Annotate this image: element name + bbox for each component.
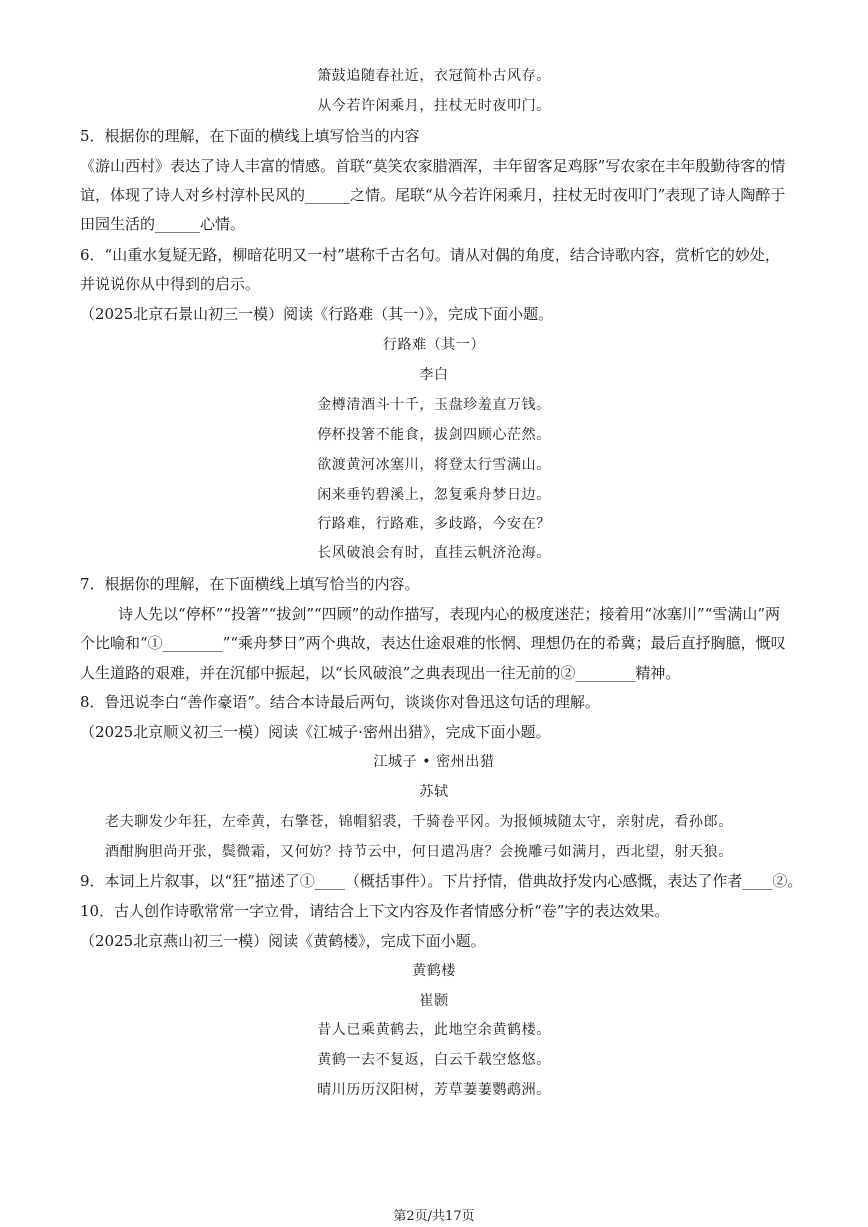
poem-title: 黄鹤楼	[412, 963, 456, 979]
question-6-cont: 并说说你从中得到的启示。	[80, 275, 261, 293]
source-line: （2025北京燕山初三一模）阅读《黄鹤楼》，完成下面小题。	[80, 932, 486, 950]
poem-line: 闲来垂钓碧溪上，忽复乘舟梦日边。	[317, 487, 551, 503]
paragraph-line: 《游山西村》表达了诗人丰富的情感。首联“莫笑农家腊酒浑，丰年留客足鸡豚”写农家在丰年殷勤待客的情	[80, 157, 786, 175]
paragraph-line: 谊，体现了诗人对乡村淳朴民风的______之情。尾联“从今若许闲乘月，拄杖无时夜叩门”表现了诗人陶醉于	[80, 186, 786, 204]
question-5: 5．根据你的理解，在下面的横线上填写恰当的内容	[80, 127, 420, 145]
question-10: 10．古人创作诗歌常常一字立骨，请结合上下文内容及作者情感分析“卷”字的表达效果。	[80, 902, 670, 920]
poem-line: 长风破浪会有时，直挂云帆济沧海。	[317, 545, 551, 561]
source-line: （2025北京顺义初三一模）阅读《江城子·密州出猎》，完成下面小题。	[80, 723, 551, 741]
poem-title: 江城子 • 密州出猎	[373, 754, 495, 770]
question-9: 9．本词上片叙事，以“狂”描述了①____（概括事件）。下片抒情，借典故抒发内心感慨，表达了作者____②。	[80, 872, 803, 890]
poem-line: 酒酣胸胆尚开张，鬓微霜，又何妨？持节云中，何日遣冯唐？会挽雕弓如满月，西北望，射天狼。	[105, 844, 733, 860]
poem-line: 晴川历历汉阳树，芳草萋萋鹦鹉洲。	[317, 1082, 551, 1098]
poem-line: 箫鼓追随春社近，衣冠简朴古风存。	[317, 68, 551, 84]
poem-line: 欲渡黄河冰塞川，将登太行雪满山。	[317, 457, 551, 473]
poem-line: 从今若许闲乘月，拄杖无时夜叩门。	[317, 98, 551, 114]
poem-line: 黄鹤一去不复返，白云千载空悠悠。	[317, 1052, 551, 1068]
poem-author: 崔颢	[419, 993, 449, 1009]
paragraph-line: 诗人先以“停杯”“投箸”“拔剑”“四顾”的动作描写，表现内心的极度迷茫；接着用“冰塞川”“雪满山”两	[118, 605, 781, 623]
question-6: 6．“山重水复疑无路，柳暗花明又一村”堪称千古名句。请从对偶的角度，结合诗歌内容，赏析它的妙处，	[80, 246, 780, 264]
poem-line: 昔人已乘黄鹤去，此地空余黄鹤楼。	[317, 1022, 551, 1038]
page-number: 第2页/共17页	[393, 1209, 475, 1224]
poem-line: 金樽清酒斗十千，玉盘珍羞直万钱。	[317, 397, 551, 413]
poem-author: 李白	[419, 367, 449, 383]
poem-author: 苏轼	[419, 784, 449, 800]
poem-title: 行路难（其一）	[382, 337, 486, 353]
poem-line: 老夫聊发少年狂，左牵黄，右擎苍，锦帽貂裘，千骑卷平冈。为报倾城随太守，亲射虎，看孙郎。	[105, 814, 733, 830]
source-line: （2025北京石景山初三一模）阅读《行路难（其一）》，完成下面小题。	[80, 305, 554, 323]
poem-line: 停杯投箸不能食，拔剑四顾心茫然。	[317, 427, 551, 443]
question-7: 7．根据你的理解，在下面横线上填写恰当的内容。	[80, 575, 420, 593]
question-8: 8．鲁迅说李白“善作豪语”。结合本诗最后两句，谈谈你对鲁迅这句话的理解。	[80, 693, 600, 711]
paragraph-line: 田园生活的______心情。	[80, 215, 246, 233]
poem-line: 行路难，行路难，多歧路，今安在？	[317, 516, 551, 532]
paragraph-line: 个比喻和“①________”“乘舟梦日”两个典故，表达仕途艰难的怅惘、理想仍在的希冀；最后直抒胸臆，慨叹	[80, 634, 786, 652]
paragraph-line: 人生道路的艰难，并在沉郁中振起，以“长风破浪”之典表现出一往无前的②________精神。	[80, 664, 681, 682]
